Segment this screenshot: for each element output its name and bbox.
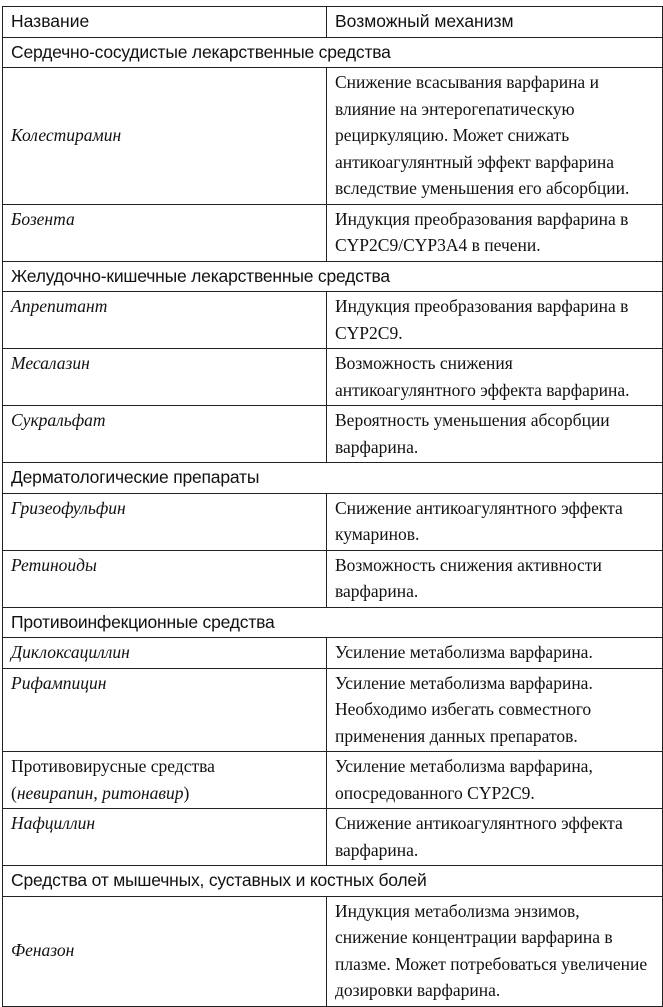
drug-mechanism: Возможность снижения активности варфарина.: [327, 550, 663, 607]
drug-example-nevirapine: невирапин: [16, 782, 94, 803]
drug-mechanism: Снижение антикоагулянтного эффекта варфарина.: [327, 809, 663, 866]
table-row: [3, 68, 663, 205]
table-row: [3, 896, 663, 1006]
table-row: [3, 668, 663, 752]
section-title: Сердечно-сосудистые лекарственные средства: [3, 37, 663, 68]
table-header-row: [3, 7, 663, 38]
header-name: Название: [3, 7, 327, 38]
drug-name: Месалазин: [3, 349, 327, 406]
section-row: [3, 261, 663, 292]
section-row: [3, 37, 663, 68]
section-row: [3, 866, 663, 897]
table-row: [3, 292, 663, 349]
drug-name: Колестирамин: [3, 68, 327, 205]
table-row: [3, 638, 663, 669]
table-row: [3, 752, 663, 809]
paren-open: (: [11, 782, 17, 803]
drug-mechanism: Усиление метаболизма варфарина.: [327, 638, 663, 669]
drug-name: [3, 752, 327, 809]
drug-mechanism: Усиление метаболизма варфарина. Необходимо избегать совместного применения данных препаратов.: [327, 668, 663, 752]
drug-name: Нафциллин: [3, 809, 327, 866]
table-row: [3, 349, 663, 406]
section-row: [3, 463, 663, 494]
table-row: [3, 406, 663, 463]
drug-mechanism: Вероятность уменьшения абсорбции варфарина.: [327, 406, 663, 463]
table-row: [3, 550, 663, 607]
drug-mechanism: Индукция преобразования варфарина в CYP2C9.: [327, 292, 663, 349]
section-title: Средства от мышечных, суставных и костных болей: [3, 866, 663, 897]
drug-mechanism: Возможность снижения антикоагулянтного эффекта варфарина.: [327, 349, 663, 406]
drug-mechanism: Снижение всасывания варфарина и влияние на энтерогепатическую рециркуляцию. Может снижать антикоагулянтный эффект варфарина вследствие уменьшения его абсорбции.: [327, 68, 663, 205]
drug-name: Ретиноиды: [3, 550, 327, 607]
paren-close: ): [183, 782, 190, 803]
drug-interaction-table: [2, 6, 663, 1007]
drug-example-separator: ,: [93, 782, 103, 803]
table-row: [3, 493, 663, 550]
drug-mechanism: Усиление метаболизма варфарина, опосредованного CYP2C9.: [327, 752, 663, 809]
header-mechanism: Возможный механизм: [327, 7, 663, 38]
drug-name: Диклоксациллин: [3, 638, 327, 669]
table-row: [3, 809, 663, 866]
section-title: Противоинфекционные средства: [3, 607, 663, 638]
drug-name: Рифампицин: [3, 668, 327, 752]
drug-name: Феназон: [3, 896, 327, 1006]
drug-name: Гризеофульфин: [3, 493, 327, 550]
table-row: [3, 204, 663, 261]
section-title: Желудочно-кишечные лекарственные средства: [3, 261, 663, 292]
section-row: [3, 607, 663, 638]
drug-mechanism: Индукция метаболизма энзимов, снижение концентрации варфарина в плазме. Может потребоваться увеличение дозировки варфарина.: [327, 896, 663, 1006]
drug-mechanism: Снижение антикоагулянтного эффекта кумаринов.: [327, 493, 663, 550]
drug-mechanism: Индукция преобразования варфарина в CYP2C9/CYP3A4 в печени.: [327, 204, 663, 261]
drug-example-ritonavir: ритонавир: [102, 782, 184, 803]
section-title: Дерматологические препараты: [3, 463, 663, 494]
drug-name: Бозента: [3, 204, 327, 261]
drug-name: Апрепитант: [3, 292, 327, 349]
drug-name: Сукральфат: [3, 406, 327, 463]
drug-name-prefix: Противовирусные средства: [11, 756, 215, 776]
